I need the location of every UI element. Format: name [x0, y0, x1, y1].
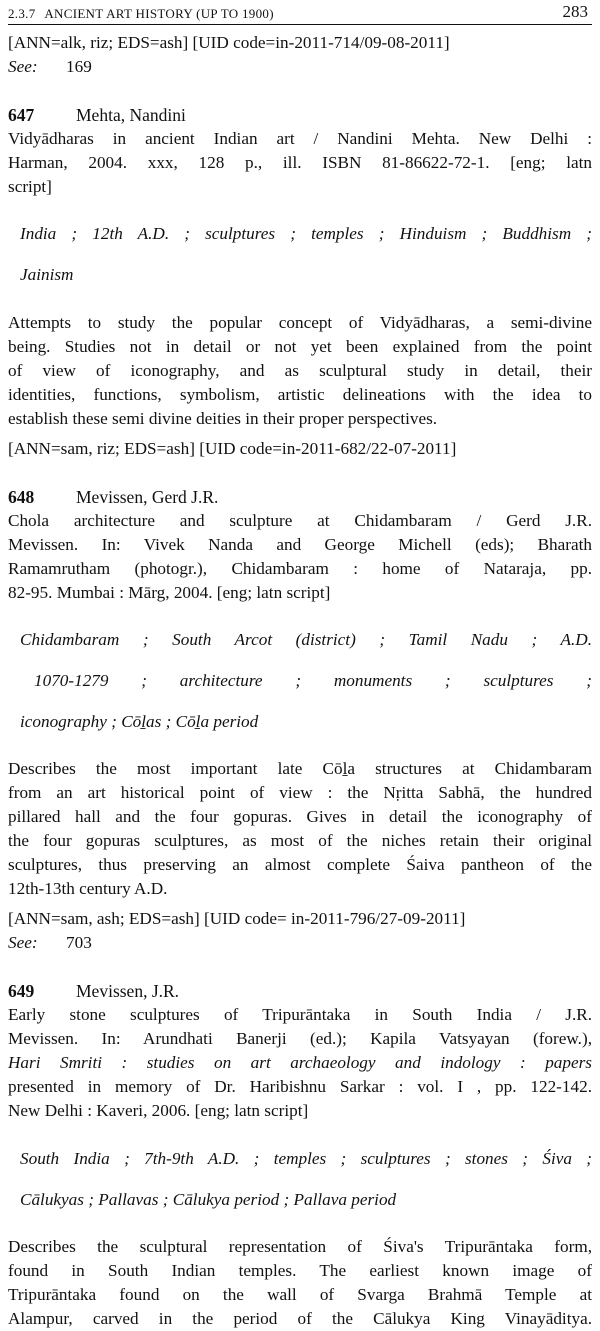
- citation-line: Hari Smriti : studies on art archaeology and indology : papers: [8, 1053, 592, 1073]
- abstract-line: Describes the sculptural representation of Śiva's Tripurāntaka form,: [8, 1236, 592, 1256]
- entry-649: [8, 979, 592, 1331]
- see-label: See:: [8, 933, 38, 953]
- see-ref: 703: [66, 933, 92, 953]
- annotation-line: [ANN=sam, ash; EDS=ash] [UID code= in-2011-796/27-09-2011]: [8, 909, 466, 929]
- annotation-line: [ANN=sam, riz; EDS=ash] [UID code=in-2011-682/22-07-2011]: [8, 438, 457, 458]
- citation-line: Mevissen. In: Arundhati Banerji (ed.); Kapila Vatsyayan (forew.),: [8, 1029, 592, 1049]
- section-title: ANCIENT ART HISTORY (UP TO 1900): [44, 6, 274, 21]
- citation-line: New Delhi : Kaveri, 2006. [eng; latn script]: [8, 1101, 309, 1121]
- keyword-line: Cālukyas ; Pallavas ; Cālukya period ; Pallava period: [20, 1189, 397, 1209]
- citation-line: 82-95. Mumbai : Mārg, 2004. [eng; latn script]: [8, 582, 331, 602]
- see-also: [8, 55, 592, 79]
- entry-648: [8, 485, 592, 956]
- entry-heading: [8, 103, 592, 127]
- abstract-line: sculptures, thus preserving an almost complete Śaiva pantheon of the: [8, 855, 592, 875]
- abstract-line: Alampur, carved in the period of the Cālukya King Vinayāditya.: [8, 1308, 592, 1328]
- entry-heading: [8, 979, 592, 1003]
- see-also: [8, 931, 592, 955]
- abstract-line: of view of iconography, and as sculptural study in detail, their: [8, 360, 592, 380]
- abstract-line: establish these semi divine deities in their proper perspectives.: [8, 408, 438, 428]
- abstract-line: being. Studies not in detail or not yet been explained from the point: [8, 336, 592, 356]
- entry-heading: [8, 485, 592, 509]
- entry-number: 649: [8, 981, 35, 1002]
- abstract-line: Tripurāntaka found on the wall of Svarga Brahmā Temple at: [8, 1284, 592, 1304]
- page-number: 283: [562, 2, 588, 21]
- see-ref: 169: [66, 57, 92, 76]
- abstract-line: identities, functions, symbolism, artistic delineations with the idea to: [8, 384, 592, 404]
- keyword-line: 1070-1279 ; architecture ; monuments ; sculptures ;: [34, 670, 592, 690]
- citation-line: script]: [8, 177, 52, 196]
- citation-line: Vidyādharas in ancient Indian art / Nandini Mehta. New Delhi :: [8, 129, 592, 148]
- citation-line: Mevissen. In: Vivek Nanda and George Michell (eds); Bharath: [8, 534, 592, 554]
- abstract-line: the four gopuras sculptures, as most of the niches retain their original: [8, 831, 592, 851]
- entry-number: 647: [8, 105, 35, 125]
- abstract-line: 12th-13th century A.D.: [8, 879, 168, 899]
- keyword-line: India ; 12th A.D. ; sculptures ; temples ; Hinduism ; Buddhism ;: [20, 224, 592, 244]
- entry-author: Mevissen, Gerd J.R.: [76, 486, 219, 507]
- abstract-line: Attempts to study the popular concept of Vidyādharas, a semi-divine: [8, 312, 592, 332]
- section-number: 2.3.7: [8, 6, 36, 21]
- entry-number: 648: [8, 486, 35, 507]
- keyword-line: iconography ; Cōḻas ; Cōḻa period: [20, 712, 259, 732]
- entry-647: [8, 103, 592, 461]
- running-head: [8, 6, 274, 22]
- citation-line: Harman, 2004. xxx, 128 p., ill. ISBN 81-86622-72-1. [eng; latn: [8, 153, 592, 172]
- running-header: [8, 0, 592, 25]
- citation-line: Chola architecture and sculpture at Chidambaram / Gerd J.R.: [8, 510, 592, 530]
- keyword-line: South India ; 7th-9th A.D. ; temples ; sculptures ; stones ; Śiva ;: [20, 1148, 592, 1168]
- abstract-line: pillared hall and the four gopuras. Gives in detail the iconography of: [8, 807, 592, 827]
- abstract-line: Describes the most important late Cōḻa structures at Chidambaram: [8, 759, 592, 779]
- abstract-line: from an art historical point of view : the Nṛitta Sabhā, the hundred: [8, 783, 592, 803]
- abstract-line: found in South Indian temples. The earliest known image of: [8, 1260, 592, 1280]
- citation-line: presented in memory of Dr. Haribishnu Sarkar : vol. I , pp. 122-142.: [8, 1077, 592, 1097]
- see-label: See:: [8, 57, 38, 76]
- entry-author: Mehta, Nandini: [76, 105, 186, 125]
- citation-line: Ramamrutham (photogr.), Chidambaram : home of Nataraja, pp.: [8, 558, 592, 578]
- keyword-line: Jainism: [20, 265, 74, 285]
- keyword-line: Chidambaram ; South Arcot (district) ; Tamil Nadu ; A.D.: [20, 629, 592, 649]
- entry-author: Mevissen, J.R.: [76, 981, 180, 1002]
- annotation-line: [ANN=alk, riz; EDS=ash] [UID code=in-2011-714/09-08-2011]: [8, 33, 450, 52]
- citation-line: Early stone sculptures of Tripurāntaka in South India / J.R.: [8, 1005, 592, 1025]
